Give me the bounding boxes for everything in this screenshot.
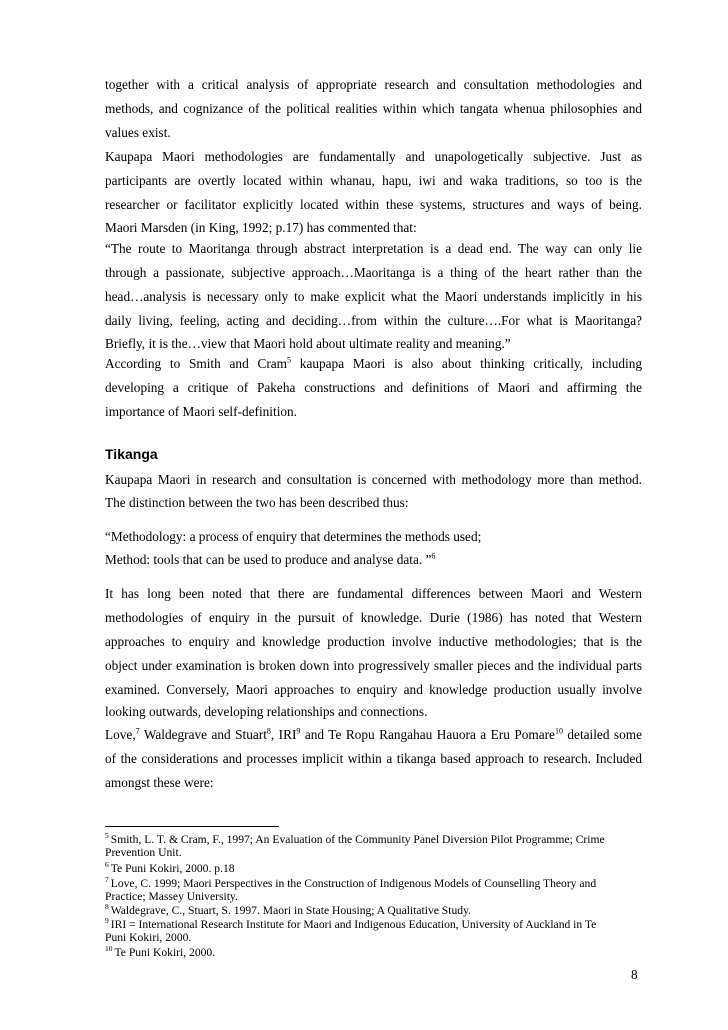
footnote-ref: 7 (135, 726, 140, 736)
text-line (105, 725, 642, 745)
footnote (105, 918, 645, 945)
footnote-number: 8 (105, 902, 109, 912)
text-line: methods, and cognizance of the political realities within which tangata whenua philosophies and (105, 101, 642, 116)
text-line: “The route to Maoritanga through abstract interpretation is a dead end. The way can only lie (105, 241, 642, 256)
footnote (105, 946, 645, 959)
footnote-text: Te Puni Kokiri, 2000. p.18 (110, 862, 235, 875)
text-line: of the considerations and processes implicit within a tikanga based approach to research. Included (105, 751, 642, 766)
text-line (105, 354, 642, 374)
text-line: values exist. (105, 125, 171, 140)
text-line: Maori Marsden (in King, 1992; p.17) has commented that: (105, 220, 417, 235)
footnote-divider (105, 826, 279, 827)
text-line: together with a critical analysis of appropriate research and consultation methodologies and (105, 77, 642, 92)
text-line: Briefly, it is the…view that Maori hold about ultimate reality and meaning.” (105, 336, 511, 351)
text-line: amongst these were: (105, 775, 214, 790)
footnote-ref: 6 (431, 551, 436, 561)
text-line: examined. Conversely, Maori approaches to enquiry and knowledge production usually involve (105, 682, 642, 697)
text-line: The distinction between the two has been described thus: (105, 495, 409, 510)
text-line: Kaupapa Maori in research and consultation is concerned with methodology more than method. (105, 472, 642, 487)
footnote-number: 10 (105, 944, 113, 954)
footnote-text: Smith, L. T. & Cram, F., 1997; An Evaluation of the Community Panel Diversion Pilot Programme; Crime (110, 833, 605, 846)
text-span: Waldegrave and Stuart (139, 727, 267, 742)
text-line: Kaupapa Maori methodologies are fundamentally and unapologetically subjective. Just as (105, 149, 642, 164)
text-span: According to Smith and Cram (105, 356, 288, 371)
footnote-text: Love, C. 1999; Maori Perspectives in the Construction of Indigenous Models of Counselling Theory and (110, 877, 597, 890)
text-line: importance of Maori self-definition. (105, 404, 298, 419)
text-line: methodologies of enquiry in the pursuit of knowledge. Durie (1986) has noted that Western (105, 610, 642, 625)
text-line: daily living, feeling, acting and deciding…from within the culture….For what is Maoritanga? (105, 313, 642, 328)
footnote (105, 904, 645, 917)
text-line: “Methodology: a process of enquiry that determines the methods used; (105, 529, 482, 544)
footnote-number: 5 (105, 831, 109, 841)
text-line: head…analysis is necessary only to make explicit what the Maori understands implicitly in his (105, 289, 642, 304)
footnote-text: Te Puni Kokiri, 2000. (114, 946, 216, 959)
text-line: It has long been noted that there are fundamental differences between Maori and Western (105, 586, 642, 601)
text-line: object under examination is broken down into progressively smaller pieces and the individual parts (105, 658, 642, 673)
text-line: approaches to enquiry and knowledge production involve inductive methodologies; that is the (105, 634, 642, 649)
footnote (105, 833, 645, 860)
text-line (105, 550, 642, 570)
text-line: through a passionate, subjective approach…Maoritanga is a thing of the heart rather than the (105, 265, 642, 280)
text-line: participants are overtly located within whanau, hapu, iwi and waka traditions, so too is the (105, 173, 642, 188)
footnote-number: 9 (105, 916, 109, 926)
text-span: and Te Ropu Rangahau Hauora a Eru Pomare (300, 727, 555, 742)
footnote (105, 877, 645, 904)
text-span: ” (425, 552, 432, 567)
text-span: kaupapa Maori is also about thinking critically, including (291, 356, 643, 371)
text-span: Love, (105, 727, 136, 742)
text-span: Method: tools that can be used to produce and analyse data. (105, 552, 423, 567)
footnote-ref: 8 (266, 726, 271, 736)
footnote-number: 7 (105, 875, 109, 885)
footnote (105, 862, 645, 875)
footnote-text: Puni Kokiri, 2000. (105, 931, 192, 945)
footnote-text: Waldegrave, C., Stuart, S. 1997. Maori in State Housing; A Qualitative Study. (110, 904, 472, 917)
footnote-ref: 10 (554, 726, 563, 736)
footnote-ref: 9 (296, 726, 301, 736)
footnote-ref: 5 (287, 355, 292, 365)
text-line: looking outwards, developing relationships and connections. (105, 704, 428, 719)
footnote-number: 6 (105, 860, 109, 870)
text-span: detailed some (562, 727, 642, 742)
footnote-text: IRI = International Research Institute for Maori and Indigenous Education, University of Auckland in Te (110, 918, 597, 931)
footnote-text: Prevention Unit. (105, 846, 182, 860)
text-line: developing a critique of Pakeha constructions and definitions of Maori and affirming the (105, 380, 642, 395)
footnote-text: Practice; Massey University. (105, 890, 238, 904)
text-span: , IRI (270, 727, 297, 742)
page-number: 8 (631, 967, 638, 982)
text-line: researcher or facilitator explicitly located within these systems, structures and ways of being. (105, 197, 642, 212)
section-heading: Tikanga (105, 446, 158, 462)
